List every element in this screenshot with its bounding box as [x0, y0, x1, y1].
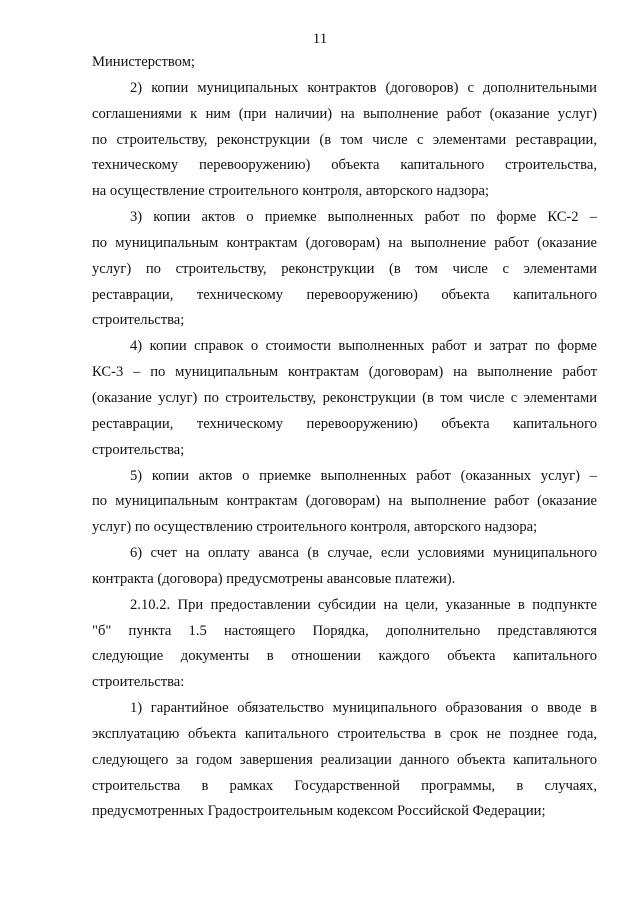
- text-line: КС-3 – по муниципальным контрактам (договорам) на выполнение работ: [92, 364, 597, 381]
- text-line: реставрации, техническому перевооружению) объекта капитального: [92, 286, 597, 303]
- text-line: строительства;: [92, 441, 185, 458]
- text-line: строительства в рамках Государственной программы, в случаях,: [92, 777, 597, 794]
- text-line: услуг) по строительству, реконструкции (в том числе с элементами: [92, 260, 597, 277]
- text-line: соглашениями к ним (при наличии) на выполнение работ (оказание услуг): [92, 105, 597, 122]
- text-line: 3) копии актов о приемке выполненных работ по форме КС-2 –: [130, 209, 597, 226]
- text-line: реставрации, техническому перевооружению) объекта капитального: [92, 415, 597, 432]
- text-line: строительства;: [92, 312, 185, 329]
- text-line: 5) копии актов о приемке выполненных работ (оказанных услуг) –: [130, 467, 597, 484]
- text-line: эксплуатацию объекта капитального строительства в срок не позднее года,: [92, 725, 597, 742]
- text-line: 1) гарантийное обязательство муниципального образования о вводе в: [130, 700, 597, 717]
- text-line: по строительству, реконструкции (в том числе с элементами реставрации,: [92, 131, 597, 148]
- text-line: 2.10.2. При предоставлении субсидии на цели, указанные в подпункте: [130, 596, 597, 613]
- text-line: предусмотренных Градостроительным кодексом Российской Федерации;: [92, 803, 546, 820]
- document-body: [92, 50, 597, 825]
- text-line: 4) копии справок о стоимости выполненных работ и затрат по форме: [130, 338, 597, 355]
- text-line: "б" пункта 1.5 настоящего Порядка, дополнительно представляются: [92, 622, 597, 639]
- text-line: (оказание услуг) по строительству, реконструкции (в том числе с элементами: [92, 389, 597, 406]
- text-line: услуг) по осуществлению строительного контроля, авторского надзора;: [92, 519, 538, 536]
- text-line: по муниципальным контрактам (договорам) на выполнение работ (оказание: [92, 234, 597, 251]
- text-line: на осуществление строительного контроля, авторского надзора;: [92, 183, 490, 200]
- text-line: 2) копии муниципальных контрактов (договоров) с дополнительными: [130, 79, 597, 96]
- text-line: техническому перевооружению) объекта капитального строительства,: [92, 157, 597, 174]
- text-line: Министерством;: [92, 54, 195, 70]
- page-number: 11: [312, 31, 328, 47]
- text-line: следующего за годом завершения реализации данного объекта капитального: [92, 751, 597, 768]
- text-line: по муниципальным контрактам (договорам) на выполнение работ (оказание: [92, 493, 597, 510]
- text-line: следующие документы в отношении каждого объекта капитального: [92, 648, 597, 665]
- text-line: 6) счет на оплату аванса (в случае, если условиями муниципального: [130, 545, 597, 562]
- text-line: контракта (договора) предусмотрены авансовые платежи).: [92, 570, 456, 587]
- text-line: строительства:: [92, 674, 185, 691]
